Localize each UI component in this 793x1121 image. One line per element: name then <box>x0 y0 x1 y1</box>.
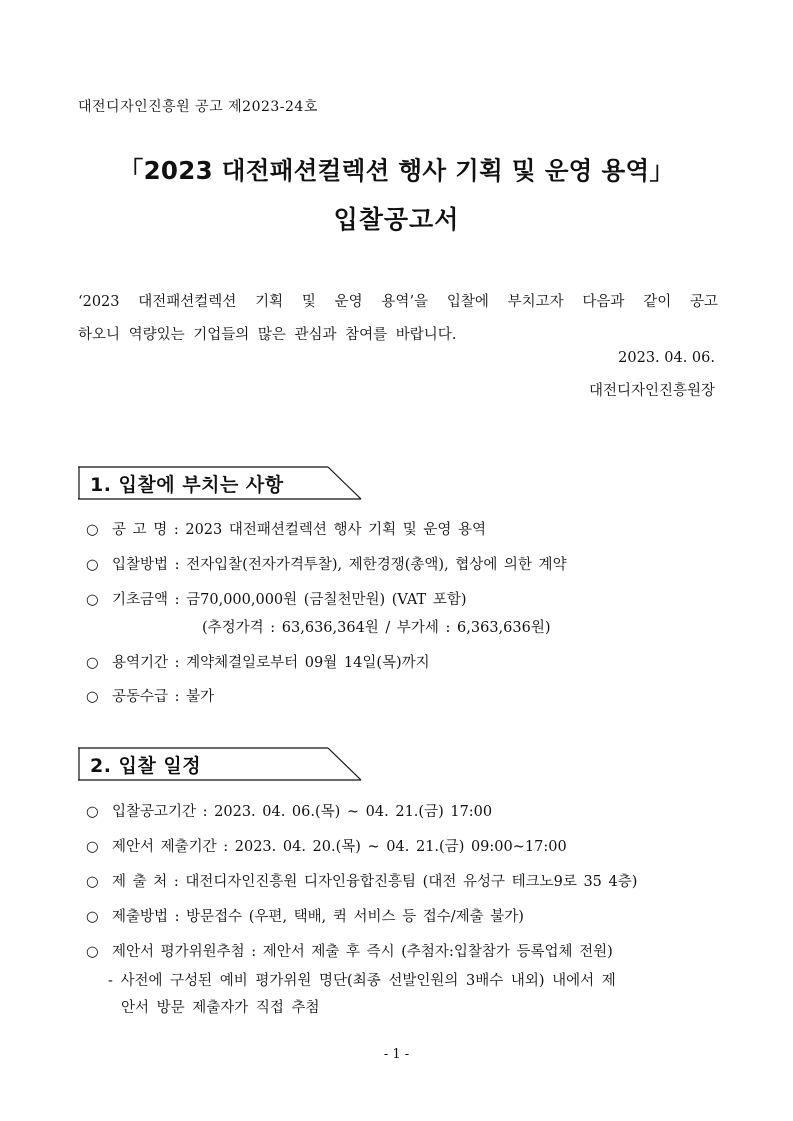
section1-item-method <box>86 553 567 574</box>
bullet-circle: ○ <box>86 655 99 671</box>
bullet-circle: ○ <box>86 909 99 925</box>
notice-number: 대전디자인진흥원 공고 제2023-24호 <box>78 99 318 115</box>
note-line-1: - 사전에 구성된 예비 평가위원 명단(최종 선발인원의 3배수 내외) 내에서 제 <box>108 973 616 989</box>
section2-evaluator-note <box>108 968 720 1022</box>
bullet-circle: ○ <box>86 557 99 573</box>
bullet-circle: ○ <box>86 689 99 705</box>
document-subtitle: 입찰공고서 <box>333 205 460 234</box>
item-text: 입찰공고기간 : 2023. 04. 06.(목) ~ 04. 21.(금) 17:00 <box>112 804 493 820</box>
item-text: 제안서 제출기간 : 2023. 04. 20.(목) ~ 04. 21.(금) 09:00~17:00 <box>112 839 567 855</box>
page-number: - 1 - <box>383 1047 410 1062</box>
note-line-2: 안서 방문 제출자가 직접 추첨 <box>121 1000 320 1016</box>
bullet-circle: ○ <box>86 874 99 890</box>
section1-item-base-price <box>86 588 467 609</box>
item-text: 공동수급 : 불가 <box>112 689 215 705</box>
issuer-signature: 대전디자인진흥원장 <box>588 383 715 399</box>
item-text: 입찰방법 : 전자입찰(전자가격투찰), 제한경쟁(총액), 협상에 의한 계약 <box>112 557 567 573</box>
section2-item-submission-method <box>86 905 524 926</box>
item-text: 공 고 명 : 2023 대전패션컬렉션 행사 기획 및 운영 용역 <box>112 522 487 538</box>
section2-item-notice-period <box>86 800 492 821</box>
section-heading-1-label: 1. 입찰에 부치는 사항 <box>90 474 284 496</box>
section2-item-evaluator-draw <box>86 940 613 961</box>
item-text: 기초금액 : 금70,000,000원 (금칠천만원) (VAT 포함) <box>112 592 467 608</box>
section-heading-1 <box>78 466 362 500</box>
item-text: 제 출 처 : 대전디자인진흥원 디자인융합진흥팀 (대전 유성구 테크노9로 35 4층) <box>112 874 638 890</box>
bullet-circle: ○ <box>86 522 99 538</box>
bullet-circle: ○ <box>86 839 99 855</box>
bullet-circle: ○ <box>86 592 99 608</box>
section1-item-period <box>86 651 430 672</box>
section1-item-joint <box>86 685 214 706</box>
bullet-circle: ○ <box>86 944 99 960</box>
intro-line-2: 하오니 역량있는 기업들의 많은 관심과 참여를 바랍니다. <box>78 327 457 343</box>
section1-item-title <box>86 518 486 539</box>
section-heading-2-label: 2. 입찰 일정 <box>90 755 202 777</box>
item-text: 제출방법 : 방문접수 (우편, 택배, 퀵 서비스 등 접수/제출 불가) <box>112 909 524 925</box>
item-text: 제안서 평가위원추첨 : 제안서 제출 후 즉시 (추첨자:입찰참가 등록업체 전원) <box>112 944 613 960</box>
section-heading-2 <box>78 747 362 781</box>
document-title: 「2023 대전패션컬렉션 행사 기획 및 운영 용역」 <box>118 156 675 185</box>
bullet-circle: ○ <box>86 804 99 820</box>
section1-price-detail: (추정가격 : 63,636,364원 / 부가세 : 6,363,636원) <box>202 620 551 636</box>
section2-item-submission-place <box>86 870 637 891</box>
item-text: 용역기간 : 계약체결일로부터 09월 14일(목)까지 <box>112 655 430 671</box>
intro-paragraph <box>78 286 718 352</box>
notice-date: 2023. 04. 06. <box>618 350 715 366</box>
section2-item-submission-period <box>86 835 567 856</box>
intro-line-1: ‘2023 대전패션컬렉션 기획 및 운영 용역’을 입찰에 부치고자 다음과 같이 공고 <box>78 294 718 310</box>
